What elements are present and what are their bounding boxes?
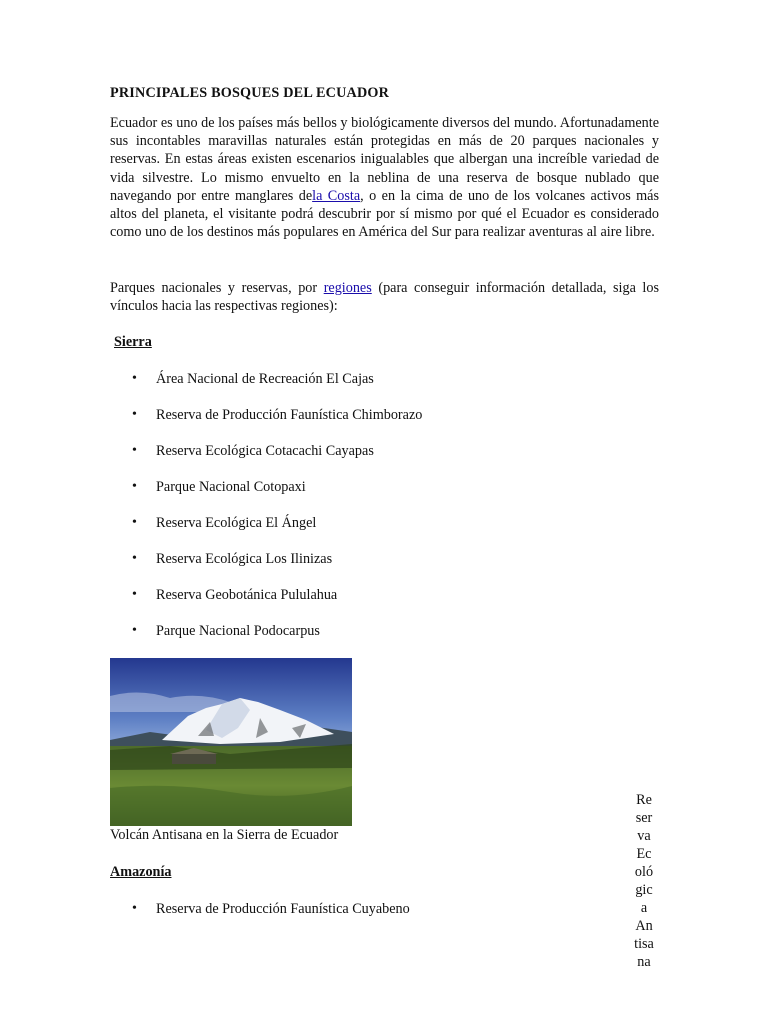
side-column-fragment: Ec [636,846,652,862]
list-item-label: Reserva Geobotánica Pululahua [156,587,338,603]
list-item-label: Parque Nacional Cotopaxi [156,479,306,495]
hut [172,754,216,764]
list-item [110,370,422,406]
amazonia-reserve-list [110,900,410,936]
bullet-icon: • [132,407,137,422]
bullet-icon: • [132,515,137,530]
list-item [110,442,422,478]
side-column-text [628,791,660,971]
regiones-link[interactable]: regiones [323,280,372,296]
list-item [110,550,422,586]
side-column-fragment: oló [634,864,654,880]
list-item-label: Reserva Ecológica Los Ilinizas [156,551,333,567]
photo-caption: Volcán Antisana en la Sierra de Ecuador [110,827,339,843]
la-costa-link[interactable]: la Costa [312,187,361,204]
bullet-icon: • [132,479,137,494]
list-item-label: Reserva de Producción Faunística Cuyabeno [156,901,410,917]
bullet-icon: • [132,551,137,566]
list-item [110,514,422,550]
list-item-label: Reserva Ecológica El Ángel [156,515,317,531]
bullet-icon: • [132,443,137,458]
side-column-fragment: va [637,828,651,844]
antisana-volcano-photo [110,658,352,826]
intro-paragraph [110,114,659,241]
bullet-icon: • [132,623,137,638]
bullet-icon: • [132,901,137,916]
list-item [110,478,422,514]
regions-text-after-link: (para conseguir información detallada, siga los vínculos hacia las respectivas regiones): [110,280,659,315]
list-item [110,586,422,622]
list-item-label: Parque Nacional Podocarpus [156,623,320,639]
side-column-fragment: Re [636,792,652,808]
bullet-icon: • [132,587,137,602]
list-item-label: Área Nacional de Recreación El Cajas [156,371,374,387]
side-column-fragment: gic [635,882,653,898]
intro-text-after-link: , o en la cima de uno de los volcanes activos más altos del planeta, el visitante podrá descubrir por sí mismo por qué el Ecuador es considerado como uno de los destinos más populares en América del Sur para realizar aventuras al aire libre. [110,187,660,241]
list-item [110,622,422,658]
intro-text-before-link: Ecuador es uno de los países más bellos y biológicamente diversos del mundo. Afortunadamente sus incontables maravillas naturales están protegidas en más de 20 parques nacionales y reservas. En estas áreas existen escenarios inigualables que albergan una increíble variedad de vida silvestre. Lo mismo envuelto en la neblina de una reserva de bosque nublado que navegando por entre manglares de [110,115,659,204]
list-item [110,900,410,936]
regions-paragraph [110,279,659,315]
list-item-label: Reserva de Producción Faunística Chimborazo [156,407,423,423]
side-column-fragment: na [637,954,651,970]
side-column-fragment: An [635,918,653,934]
side-column-fragment: tisa [634,936,654,952]
page-title: PRINCIPALES BOSQUES DEL ECUADOR [110,85,390,101]
sierra-heading: Sierra [114,334,152,350]
regions-text-before-link: Parques nacionales y reservas, por [110,280,324,296]
side-column-fragment: ser [635,810,653,826]
amazonia-heading: Amazonía [110,864,172,880]
list-item [110,406,422,442]
sierra-reserve-list [110,370,422,658]
side-column-fragment: a [640,900,648,916]
list-item-label: Reserva Ecológica Cotacachi Cayapas [156,443,374,459]
bullet-icon: • [132,371,137,386]
